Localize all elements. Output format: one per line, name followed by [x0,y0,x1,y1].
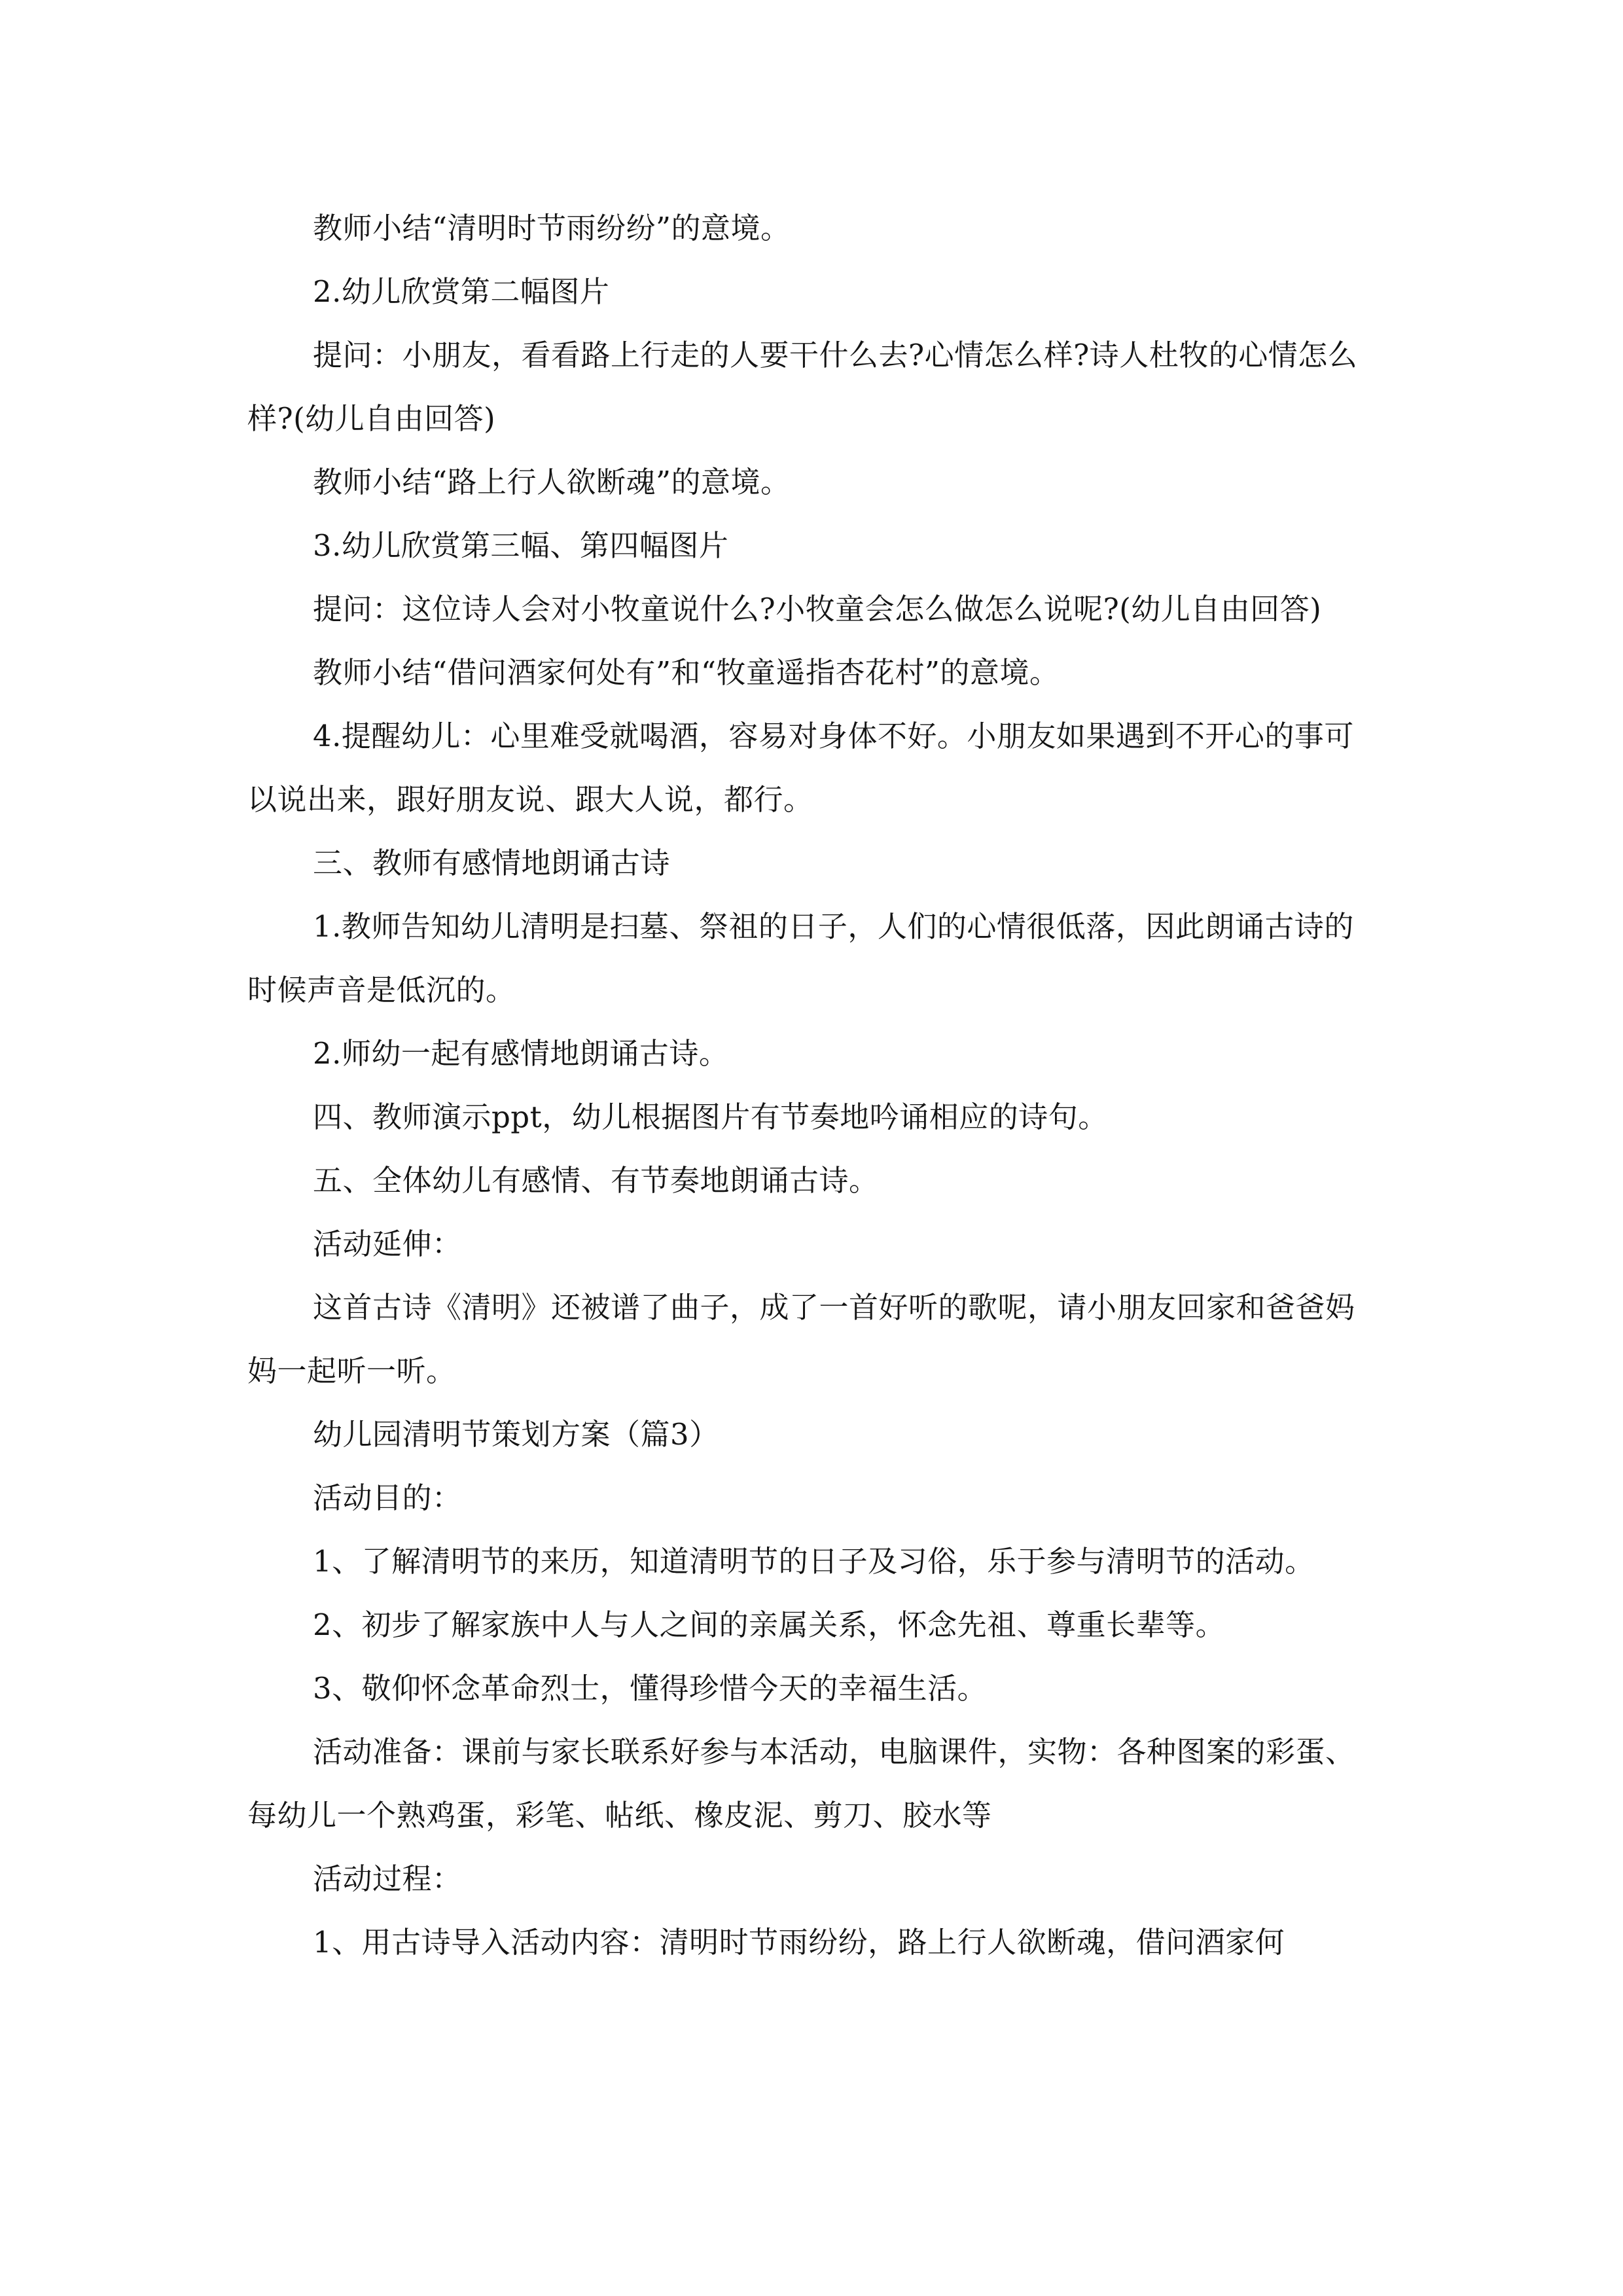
paragraph: 2.师幼一起有感情地朗诵古诗。 [313,1036,729,1071]
section-heading: 活动过程： [313,1861,462,1896]
section-heading: 活动目的： [313,1480,462,1515]
paragraph: 提问：小朋友，看看路上行走的人要干什么去?心情怎么样?诗人杜牧的心情怎么样?(幼儿自由回答) [247,338,1358,436]
section-heading: 四、教师演示ppt，幼儿根据图片有节奏地吟诵相应的诗句。 [313,1100,1108,1134]
section-heading: 三、教师有感情地朗诵古诗 [313,846,671,880]
paragraph: 1.教师告知幼儿清明是扫墓、祭祖的日子，人们的心情很低落，因此朗诵古诗的时候声音是低沉的。 [247,909,1354,1007]
paragraph: 活动准备：课前与家长联系好参与本活动，电脑课件，实物：各种图案的彩蛋、每幼儿一个熟鸡蛋，彩笔、帖纸、橡皮泥、剪刀、胶水等 [247,1734,1355,1833]
paragraph: 教师小结“清明时节雨纷纷”的意境。 [313,211,791,245]
section-heading: 活动延伸： [313,1227,462,1261]
paragraph: 1、了解清明节的来历，知道清明节的日子及习俗，乐于参与清明节的活动。 [313,1544,1315,1579]
paragraph: 提问：这位诗人会对小牧童说什么?小牧童会怎么做怎么说呢?(幼儿自由回答) [313,592,1322,626]
paragraph: 3.幼儿欣赏第三幅、第四幅图片 [313,528,729,563]
article-title: 幼儿园清明节策划方案（篇3） [313,1417,719,1452]
paragraph: 3、敬仰怀念革命烈士，懂得珍惜今天的幸福生活。 [313,1671,988,1706]
paragraph: 2、初步了解家族中人与人之间的亲属关系，怀念先祖、尊重长辈等。 [313,1607,1226,1642]
paragraph: 教师小结“路上行人欲断魂”的意境。 [313,465,791,499]
paragraph: 2.幼儿欣赏第二幅图片 [313,274,610,309]
paragraph: 1、用古诗导入活动内容：清明时节雨纷纷，路上行人欲断魂，借问酒家何 [313,1925,1285,1960]
paragraph: 4.提醒幼儿：心里难受就喝酒，容易对身体不好。小朋友如果遇到不开心的事可以说出来，跟好朋友说、跟大人说，都行。 [247,719,1354,817]
paragraph: 教师小结“借问酒家何处有”和“牧童遥指杏花村”的意境。 [313,655,1060,690]
section-heading: 五、全体幼儿有感情、有节奏地朗诵古诗。 [313,1163,879,1198]
document-body [247,196,1383,1974]
paragraph: 这首古诗《清明》还被谱了曲子，成了一首好听的歌呢，请小朋友回家和爸爸妈妈一起听一听。 [247,1290,1355,1388]
